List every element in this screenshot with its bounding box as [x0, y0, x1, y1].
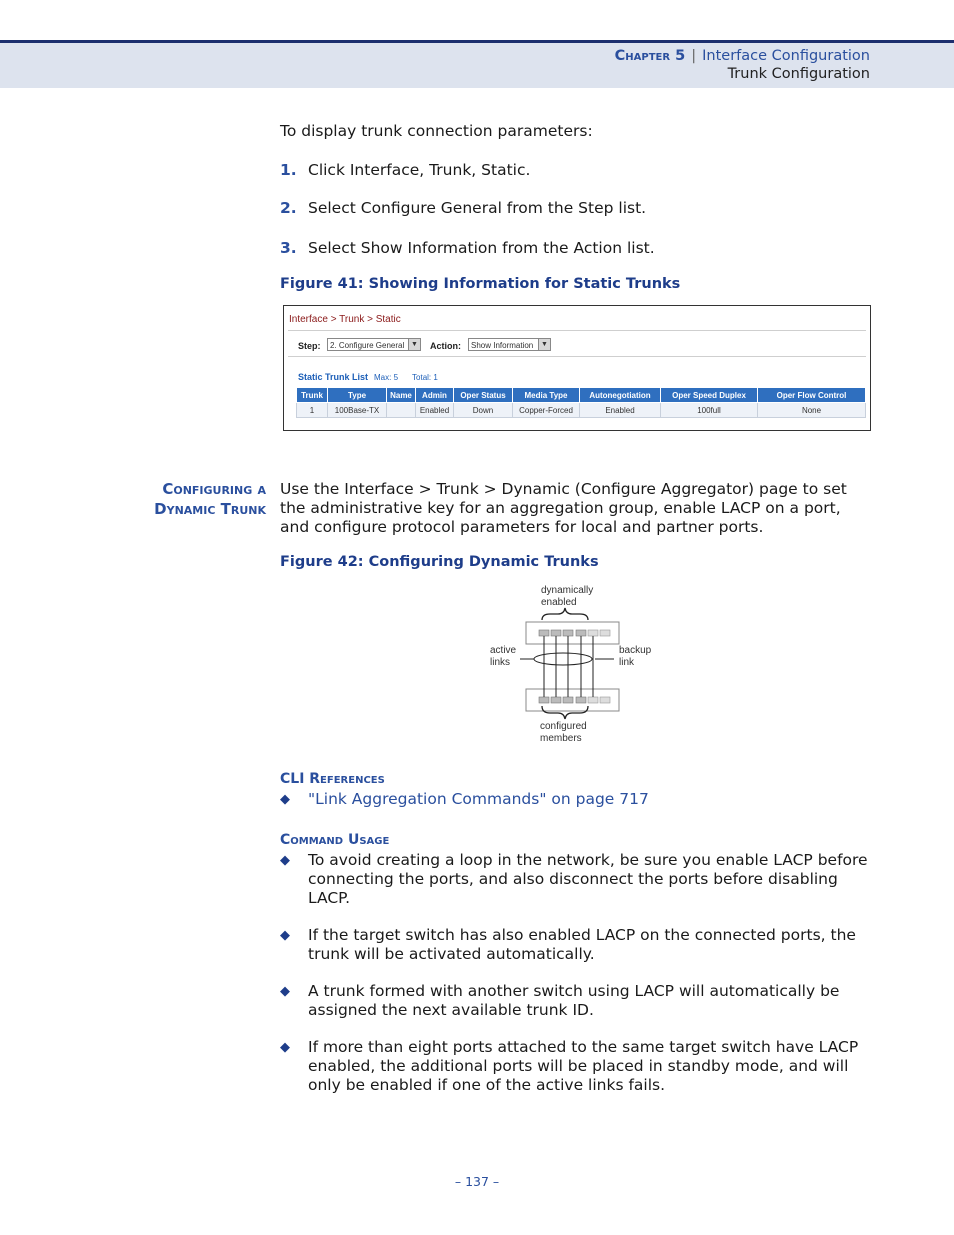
cell: Enabled: [416, 403, 454, 418]
figure-41-caption: Figure 41: Showing Information for Static Trunks: [280, 276, 681, 292]
diamond-bullet-icon: ◆: [280, 1040, 290, 1055]
figure-42-caption: Figure 42: Configuring Dynamic Trunks: [280, 554, 599, 570]
chapter-label: Chapter 5: [614, 48, 686, 64]
list-total: Total: 1: [412, 373, 438, 382]
section-body: Use the Interface > Trunk > Dynamic (Configure Aggregator) page to set the administrative key for an aggregation group, enable LACP on a port, and configure protocol parameters for local and partner ports.: [280, 480, 847, 536]
col-media-type: Media Type: [513, 388, 580, 403]
label-line: members: [540, 733, 582, 744]
section-heading-line2: Dynamic Trunk: [154, 500, 266, 518]
step-number: 2.: [280, 199, 297, 217]
diamond-bullet-icon: ◆: [280, 792, 290, 807]
step-label: Step:: [298, 341, 321, 351]
diamond-bullet-icon: ◆: [280, 984, 290, 999]
step-3: [280, 239, 655, 257]
breadcrumb: Interface > Trunk > Static: [289, 314, 401, 325]
header-section: Interface Configuration: [702, 48, 870, 64]
step-text: Select Configure General from the Step list.: [308, 199, 647, 217]
list-max: Max: 5: [374, 373, 399, 382]
header-subsection: Trunk Configuration: [727, 66, 870, 82]
col-type: Type: [328, 388, 387, 403]
cell: [387, 403, 416, 418]
cli-references-heading: CLI References: [280, 771, 385, 787]
switch-port: [588, 630, 598, 636]
switch-port: [600, 697, 610, 703]
dynamic-trunk-diagram: [480, 580, 680, 750]
col-speed-duplex: Oper Speed Duplex: [661, 388, 758, 403]
usage-bullet-text: A trunk formed with another switch using LACP will automatically be assigned the next available trunk ID.: [308, 982, 840, 1019]
top-brace: [542, 608, 588, 620]
step-text: Click Interface, Trunk, Static.: [308, 161, 531, 179]
label-line: links: [490, 657, 511, 668]
usage-bullet-text: If the target switch has also enabled LACP on the connected ports, the trunk will be activated automatically.: [308, 926, 856, 963]
step-1: [280, 161, 530, 179]
step-text: Select Show Information from the Action list.: [308, 239, 655, 257]
col-name: Name: [387, 388, 416, 403]
trunk-table: [296, 387, 866, 418]
step-select[interactable]: [327, 338, 421, 351]
col-oper-status: Oper Status: [454, 388, 513, 403]
label-line: dynamically: [541, 585, 594, 596]
static-trunk-screenshot: [283, 305, 871, 431]
running-header: [0, 40, 954, 88]
section-heading-line1: Configuring a: [162, 480, 266, 498]
switch-port: [539, 630, 549, 636]
header-chapter-line: [615, 48, 870, 64]
switch-port: [600, 630, 610, 636]
intro-text: To display trunk connection parameters:: [280, 122, 593, 140]
label-line: configured: [540, 721, 587, 732]
switch-port: [539, 697, 549, 703]
cell: Down: [454, 403, 513, 418]
switch-port: [576, 630, 586, 636]
label-line: active: [490, 645, 517, 656]
switch-port: [551, 697, 561, 703]
cell: 1: [297, 403, 328, 418]
step-number: 1.: [280, 161, 297, 179]
cell: Enabled: [580, 403, 661, 418]
cell: None: [758, 403, 866, 418]
link-aggregation-commands-link[interactable]: "Link Aggregation Commands" on page 717: [308, 790, 649, 808]
divider: [288, 330, 866, 331]
cell: 100full: [661, 403, 758, 418]
label-line: enabled: [541, 597, 577, 608]
chevron-down-icon: ▼: [408, 339, 420, 350]
switch-port: [576, 697, 586, 703]
page-number: – 137 –: [454, 1174, 500, 1189]
col-flow-control: Oper Flow Control: [758, 388, 866, 403]
usage-bullet-text: If more than eight ports attached to the same target switch have LACP enabled, the additional ports will be placed in standby mode, and will only be enabled if one of the active links fails.: [308, 1038, 859, 1094]
usage-bullet-text: To avoid creating a loop in the network, be sure you enable LACP before connecting the ports, and also disconnect the ports before disabling LACP.: [308, 851, 868, 907]
col-trunk: Trunk: [297, 388, 328, 403]
label-line: link: [619, 657, 635, 668]
diamond-bullet-icon: ◆: [280, 853, 290, 868]
step-select-value: 2. Configure General: [330, 341, 405, 350]
col-autonegotiation: Autonegotiation: [580, 388, 661, 403]
command-usage-heading: Command Usage: [280, 832, 390, 848]
switch-port: [563, 697, 573, 703]
switch-port: [588, 697, 598, 703]
list-title-text: Static Trunk List: [298, 372, 369, 382]
cell: Copper-Forced: [513, 403, 580, 418]
action-label: Action:: [430, 341, 461, 351]
table-row: [297, 403, 866, 418]
action-select-value: Show Information: [471, 341, 534, 350]
label-line: backup: [619, 645, 652, 656]
header-separator: |: [691, 48, 697, 64]
list-title: [298, 372, 438, 382]
switch-port: [551, 630, 561, 636]
section-heading: [154, 479, 266, 519]
step-2: [280, 199, 646, 217]
diamond-bullet-icon: ◆: [280, 928, 290, 943]
chevron-down-icon: ▼: [538, 339, 550, 350]
cell: 100Base-TX: [328, 403, 387, 418]
divider: [288, 356, 866, 357]
step-number: 3.: [280, 239, 297, 257]
trunk-drawing: [480, 580, 680, 750]
active-links-ellipse: [534, 653, 592, 665]
col-admin: Admin: [416, 388, 454, 403]
action-select[interactable]: [468, 338, 551, 351]
table-header-row: [297, 388, 866, 403]
switch-port: [563, 630, 573, 636]
